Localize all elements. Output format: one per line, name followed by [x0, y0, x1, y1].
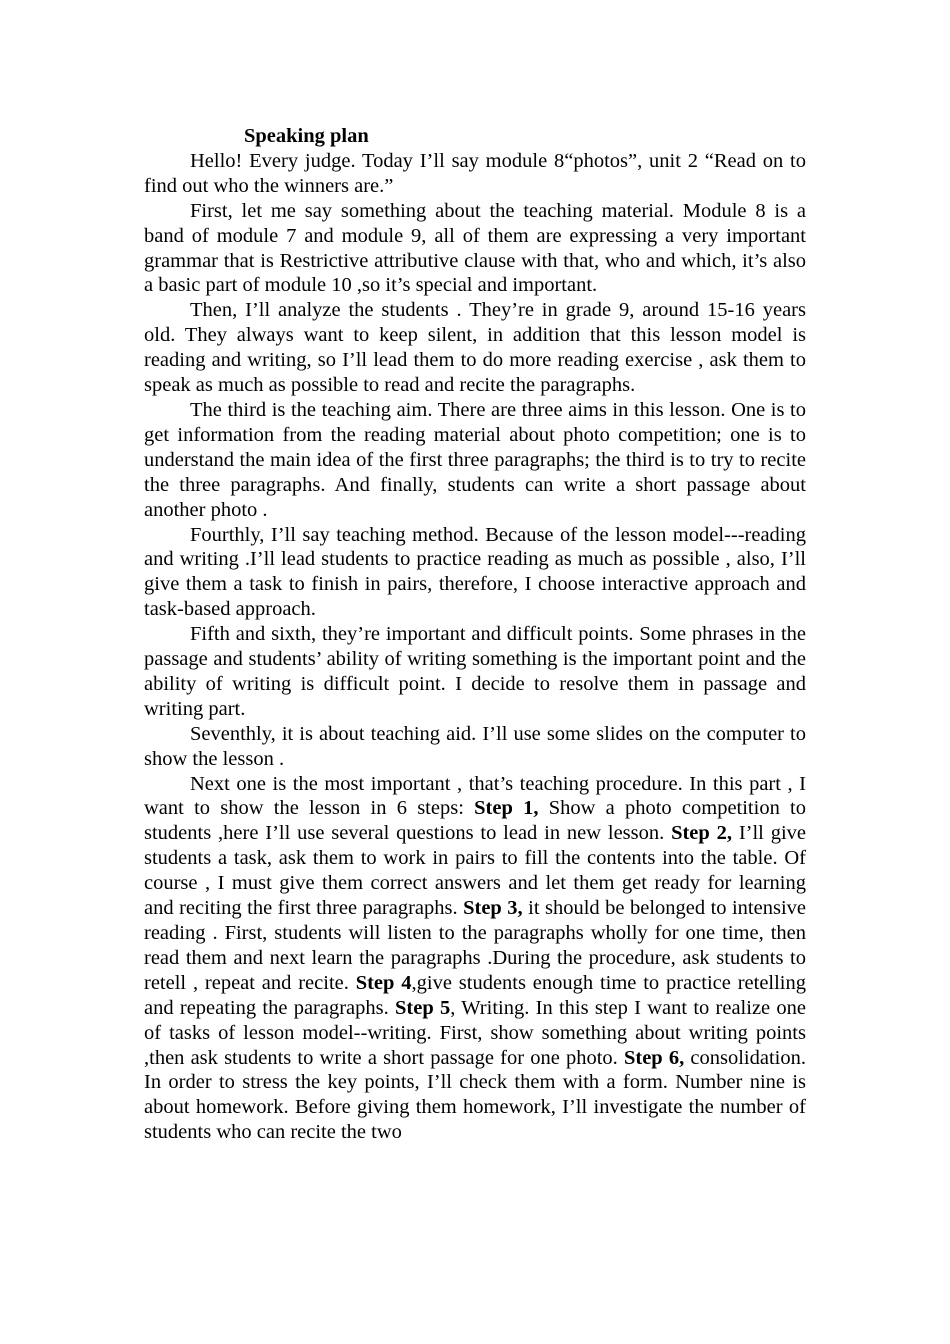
step-2-label: Step 2,	[671, 822, 733, 845]
step-6-text: consolidation. In order to stress the key points, I’ll check them with a form. Number nine is about homework. Before giving them homework, I’ll investigate the number of students who can recite the two	[144, 1046, 806, 1144]
paragraph-teaching-aid: Seventhly, it is about teaching aid. I’ll use some slides on the computer to show the lesson .	[144, 722, 806, 770]
document-title: Speaking plan	[244, 125, 369, 147]
step-5-text: , Writing. In this step I want to realize one of tasks of lesson model--writing. First, show something about writing points ,then ask students to write a short passage for one photo.	[144, 996, 806, 1069]
step-3-text: it should be belonged to intensive reading . First, students will listen to the paragraphs wholly for one time, then read them and next learn the paragraphs .During the procedure, ask students to retell , repeat and recite.	[144, 897, 807, 994]
step-6-label: Step 6,	[623, 1046, 685, 1069]
paragraph-greeting: Hello! Every judge. Today I’ll say module 8“photos”, unit 2 “Read on to find out who the winners are.”	[144, 149, 806, 197]
step-5-label: Step 5	[395, 996, 451, 1019]
paragraph-students: Then, I’ll analyze the students . They’re in grade 9, around 15-16 years old. They always want to keep silent, in addition that this lesson model is reading and writing, so I’ll lead them to do more reading exercise , ask them to speak as much as possible to read and recite the paragraphs.	[144, 299, 806, 397]
step-4-label: Step 4	[355, 971, 412, 994]
paragraph-teaching-procedure	[144, 772, 806, 1146]
document-body	[144, 124, 806, 1145]
step-2-text: I’ll give students a task, ask them to work in pairs to fill the contents into the table. Of course , I must give them correct answers and let them get ready for learning and reciting the first three paragraphs.	[144, 822, 806, 920]
paragraph-teaching-method: Fourthly, I’ll say teaching method. Because of the lesson model---reading and writing .I’ll lead students to practice reading as much as possible , also, I’ll give them a task to finish in pairs, therefore, I choose interactive approach and task-based approach.	[144, 523, 806, 621]
step-3-label: Step 3,	[463, 897, 523, 920]
step-4-text: ,give students enough time to practice retelling and repeating the paragraphs.	[144, 971, 807, 1019]
paragraph-key-points: Fifth and sixth, they’re important and difficult points. Some phrases in the passage and students’ ability of writing something is the important point and the ability of writing is difficult point. I decide to resolve them in passage and writing part.	[144, 623, 806, 720]
paragraph-teaching-aim: The third is the teaching aim. There are three aims in this lesson. One is to get information from the reading material about photo competition; one is to understand the main idea of the first three paragraphs; the third is to try to recite the three paragraphs. And finally, students can write a short passage about another photo .	[144, 398, 806, 521]
paragraph-teaching-material: First, let me say something about the teaching material. Module 8 is a band of module 7 and module 9, all of them are expressing a very important grammar that is Restrictive attributive clause with that, who and which, it’s also a basic part of module 10 ,so it’s special and important.	[144, 199, 806, 297]
step-1-label: Step 1,	[474, 797, 539, 820]
procedure-intro: Next one is the most important , that’s teaching procedure. In this part , I want to show the lesson in 6 steps:	[144, 772, 806, 820]
step-1-text: Show a photo competition to students ,here I’ll use several questions to lead in new lesson.	[144, 797, 807, 845]
